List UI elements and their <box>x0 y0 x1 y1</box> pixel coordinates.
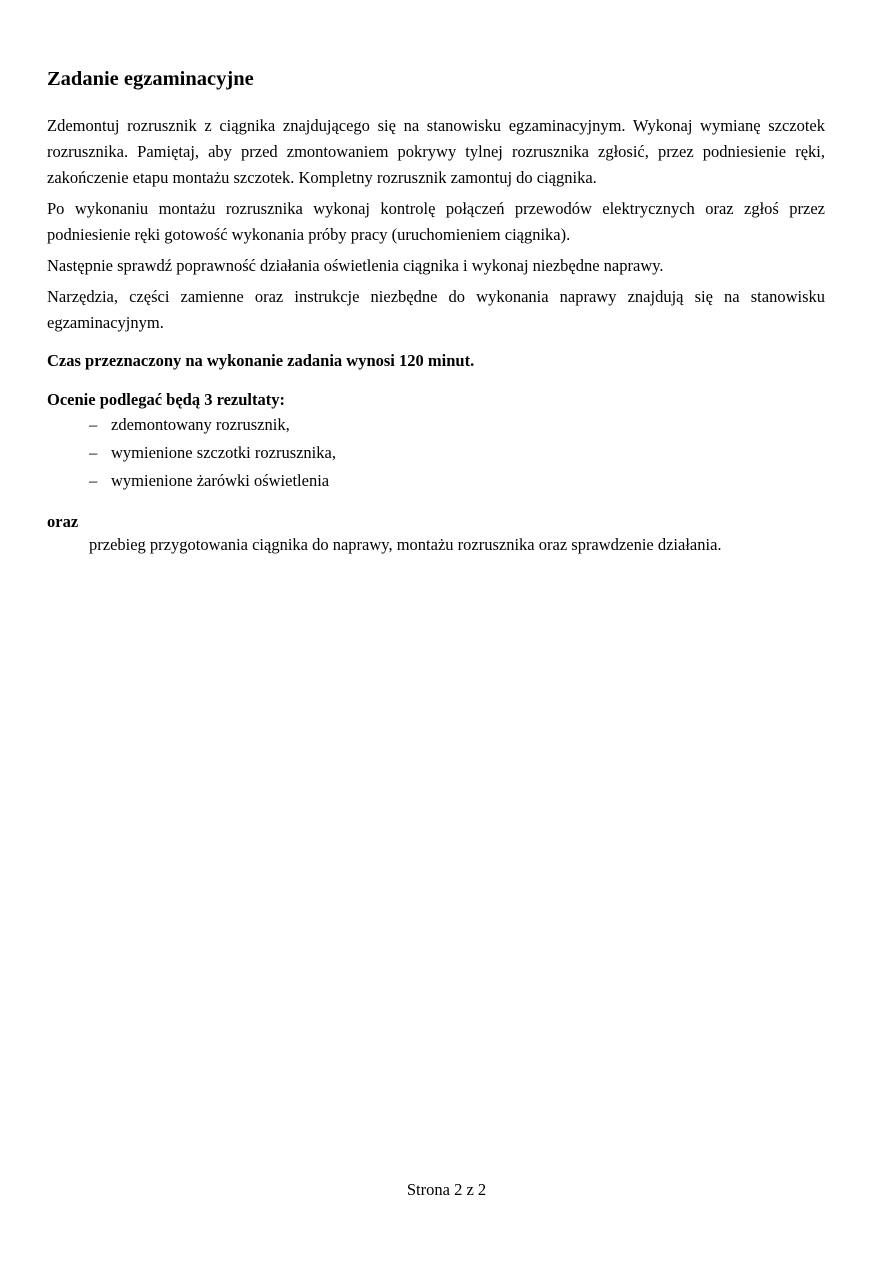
task-paragraph-1: Zdemontuj rozrusznik z ciągnika znajdującego się na stanowisku egzaminacyjnym. Wykonaj wymianę szczotek rozrusznika. Pamiętaj, aby przed zmontowaniem pokrywy tylnej rozrusznika zgłosić, przez podniesienie ręki, zakończenie etapu montażu szczotek. Kompletny rozrusznik zamontuj do ciągnika. <box>47 115 825 187</box>
time-limit-line: Czas przeznaczony na wykonanie zadania wynosi 120 minut. <box>47 350 475 370</box>
results-heading: Ocenie podlegać będą 3 rezultaty: <box>47 389 285 409</box>
list-dash: – <box>89 442 98 462</box>
results-list <box>47 411 825 495</box>
list-item <box>89 411 825 439</box>
list-item-text: wymienione żarówki oświetlenia <box>111 470 330 490</box>
list-item <box>89 439 825 467</box>
list-item <box>89 467 825 495</box>
document-title: Zadanie egzaminacyjne <box>47 68 254 90</box>
list-item-text: wymienione szczotki rozrusznika, <box>111 442 336 462</box>
list-dash: – <box>89 470 98 490</box>
task-paragraph-4: Narzędzia, części zamienne oraz instrukcje niezbędne do wykonania naprawy znajdują się na stanowisku egzaminacyjnym. <box>47 286 825 332</box>
oraz-label: oraz <box>47 511 79 531</box>
list-dash: – <box>89 414 98 434</box>
oraz-text: przebieg przygotowania ciągnika do naprawy, montażu rozrusznika oraz sprawdzenie działania. <box>89 534 722 554</box>
task-paragraph-3: Następnie sprawdź poprawność działania oświetlenia ciągnika i wykonaj niezbędne naprawy. <box>47 255 664 275</box>
task-paragraph-2: Po wykonaniu montażu rozrusznika wykonaj kontrolę połączeń przewodów elektrycznych oraz zgłoś przez podniesienie ręki gotowość wykonania próby pracy (uruchomieniem ciągnika). <box>47 198 825 244</box>
list-item-text: zdemontowany rozrusznik, <box>111 414 290 434</box>
page-number: Strona 2 z 2 <box>406 1180 487 1199</box>
document-content <box>47 66 825 557</box>
